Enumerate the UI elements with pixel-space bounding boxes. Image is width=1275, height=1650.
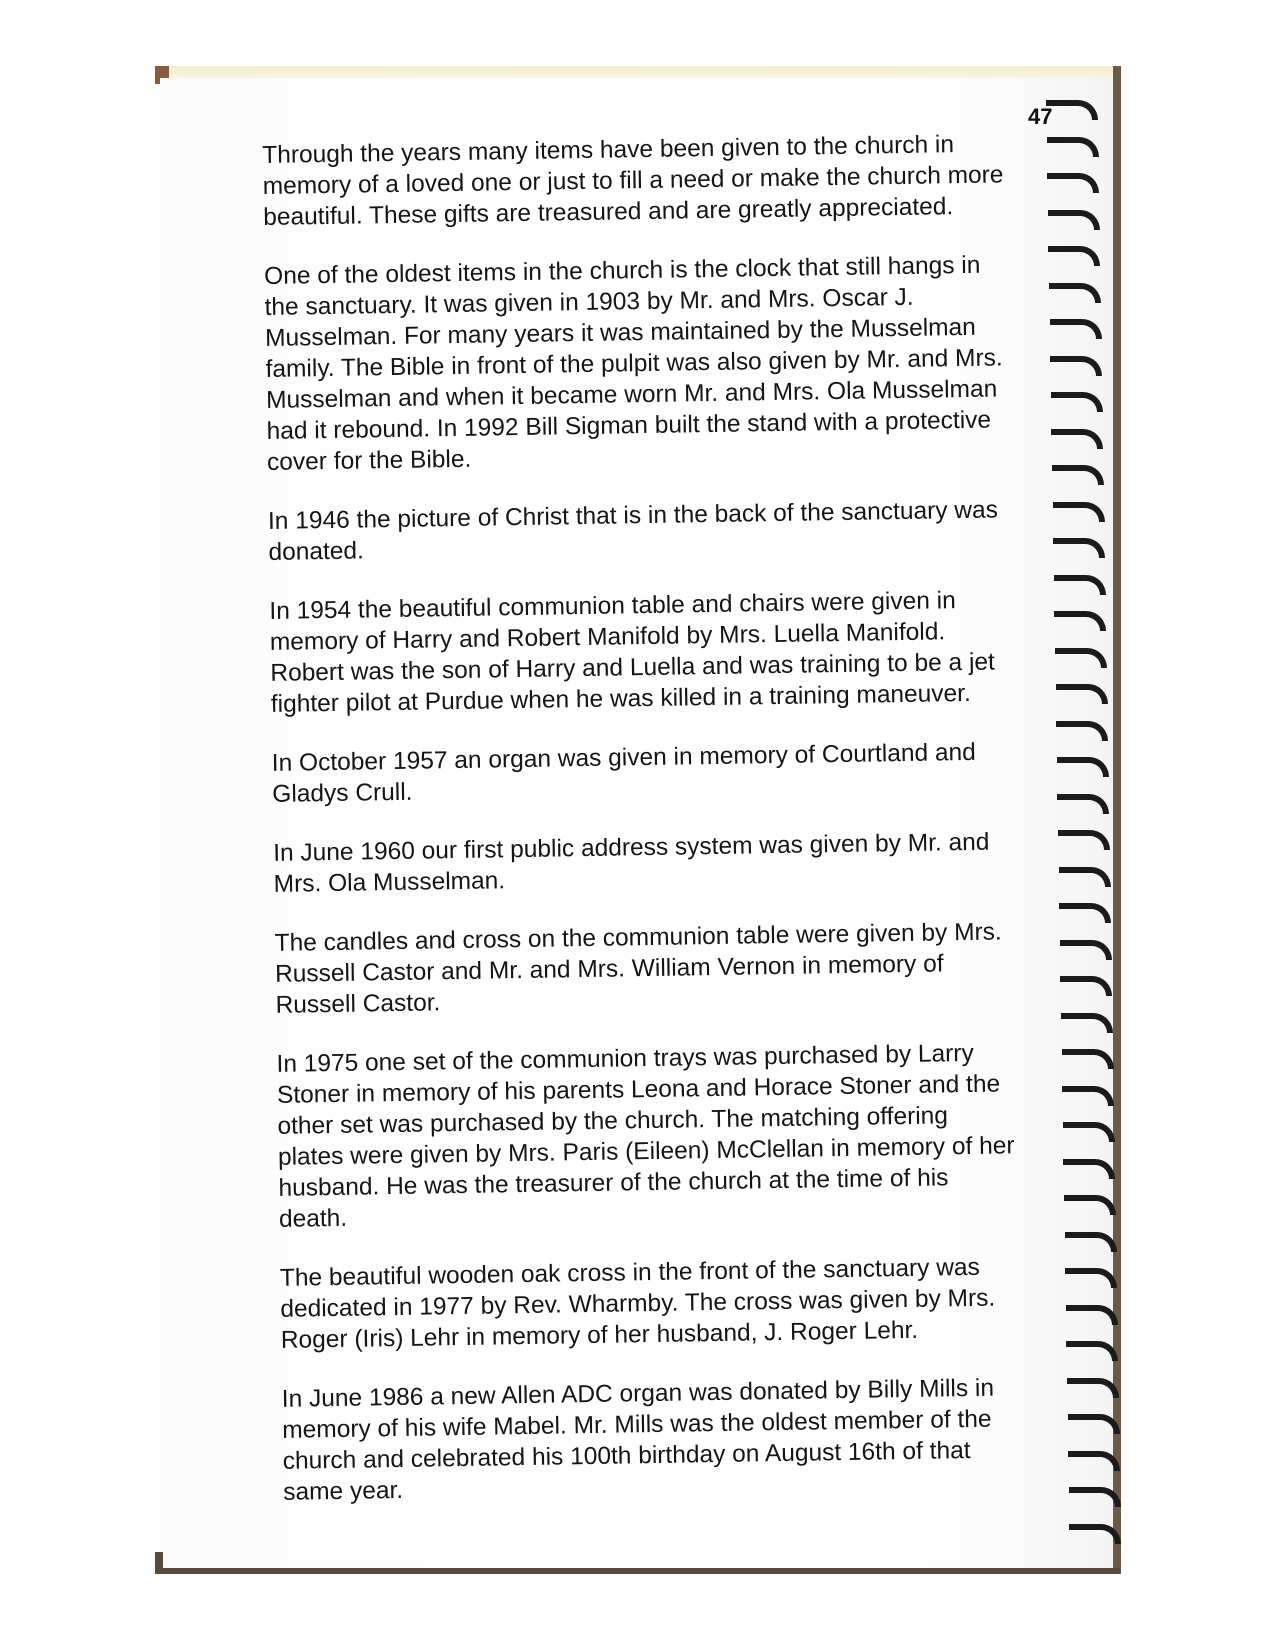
paragraph-gifts-intro: Through the years many items have been given to the church in memory of a loved one or just to fill a need or make the church more beautiful. These gifts are treasured and are greatly appreciated. [262, 131, 1004, 231]
spiral-coil [1055, 648, 1107, 668]
spiral-coil [1047, 173, 1099, 193]
spiral-coil [1063, 1122, 1115, 1142]
spiral-coil [1059, 867, 1111, 887]
spiral-coil [1068, 1414, 1120, 1434]
spiral-coil [1064, 1195, 1116, 1215]
spiral-coil [1066, 1305, 1118, 1325]
paragraph-public-address: In June 1960 our first public address system was given by Mr. and Mrs. Ola Musselman. [272, 828, 990, 898]
spiral-coil [1058, 830, 1110, 850]
spiral-coil [1047, 137, 1099, 157]
paragraph-picture-of-christ: In 1946 the picture of Christ that is in the back of the sanctuary was donated. [267, 496, 999, 566]
paragraph-organ-1957: In October 1957 an organ was given in memory of Courtland and Gladys Crull. [271, 738, 977, 808]
spiral-coil [1062, 1086, 1114, 1106]
spiral-coil [1049, 283, 1101, 303]
spiral-coil [1053, 502, 1105, 522]
spiral-coil [1059, 903, 1111, 923]
spiral-coil [1065, 1232, 1117, 1252]
spiral-coil [1046, 100, 1098, 120]
spiral-coil [1048, 210, 1100, 230]
spiral-coil [1067, 1378, 1119, 1398]
page-body [262, 127, 1084, 1535]
spiral-coil [1057, 757, 1109, 777]
paragraph-communion-trays: In 1975 one set of the communion trays was purchased by Larry Stoner in memory of his parents Leona and Horace Stoner and the other set was purchased by the church. The matching offering plates were given by Mrs. Paris (Eileen) McClellan in memory of her husband. He was the treasurer of the church at the time of his death. [276, 1039, 1015, 1233]
page-bottom-edge [155, 1568, 1120, 1574]
spiral-coil [1053, 538, 1105, 558]
spiral-coil [1052, 465, 1104, 485]
paragraph-candles-cross: The candles and cross on the communion table were given by Mrs. Russell Castor and Mr. and Mrs. William Vernon in memory of Russell Castor. [274, 918, 1002, 1019]
spiral-coil [1048, 246, 1100, 266]
spiral-coil [1069, 1524, 1121, 1544]
spiral-coil [1060, 940, 1112, 960]
spiral-coil [1060, 976, 1112, 996]
paragraph-allen-organ: In June 1986 a new Allen ADC organ was donated by Billy Mills in memory of his wife Mabel. Mr. Mills was the oldest member of the church and celebrated his 100th birthday on August 16th of that same year. [281, 1374, 995, 1506]
spiral-coil [1069, 1487, 1121, 1507]
spiral-coil [1056, 721, 1108, 741]
spiral-coil [1056, 684, 1108, 704]
spiral-coil [1054, 611, 1106, 631]
spiral-coil [1051, 429, 1103, 449]
spiral-coil [1057, 794, 1109, 814]
spiral-binding [1050, 100, 1130, 1570]
paragraph-clock-bible: One of the oldest items in the church is the clock that still hangs in the sanctuary. It was given in 1903 by Mr. and Mrs. Oscar J. Musselman. For many years it was maintained by the Musselman family. The Bible in front of the pulpit was also given by Mr. and Mrs. Musselman and when it became worn Mr. and Mrs. Ola Musselman had it rebound. In 1992 Bill Sigman built the stand with a protective cover for the Bible. [263, 251, 1003, 476]
spiral-coil [1063, 1159, 1115, 1179]
spiral-coil [1061, 1013, 1113, 1033]
paragraph-communion-table: In 1954 the beautiful communion table and chairs were given in memory of Harry and Robert Manifold by Mrs. Luella Manifold. Robert was the son of Harry and Luella and was training to be a jet fighter pilot at Purdue when he was killed in a training maneuver. [269, 587, 996, 718]
paragraph-oak-cross: The beautiful wooden oak cross in the front of the sanctuary was dedicated in 1977 by Rev. Wharmby. The cross was given by Mrs. Roger (Iris) Lehr in memory of her husband, J. Roger Lehr. [279, 1253, 996, 1354]
spiral-coil [1066, 1341, 1118, 1361]
spiral-coil [1050, 319, 1102, 339]
page-corner-mark-bottom [155, 1552, 163, 1572]
spiral-coil [1050, 356, 1102, 376]
spiral-coil [1065, 1268, 1117, 1288]
page-number: 47 [1028, 104, 1053, 129]
spiral-coil [1062, 1049, 1114, 1069]
spiral-coil [1054, 575, 1106, 595]
spiral-coil [1051, 392, 1103, 412]
spiral-coil [1068, 1451, 1120, 1471]
